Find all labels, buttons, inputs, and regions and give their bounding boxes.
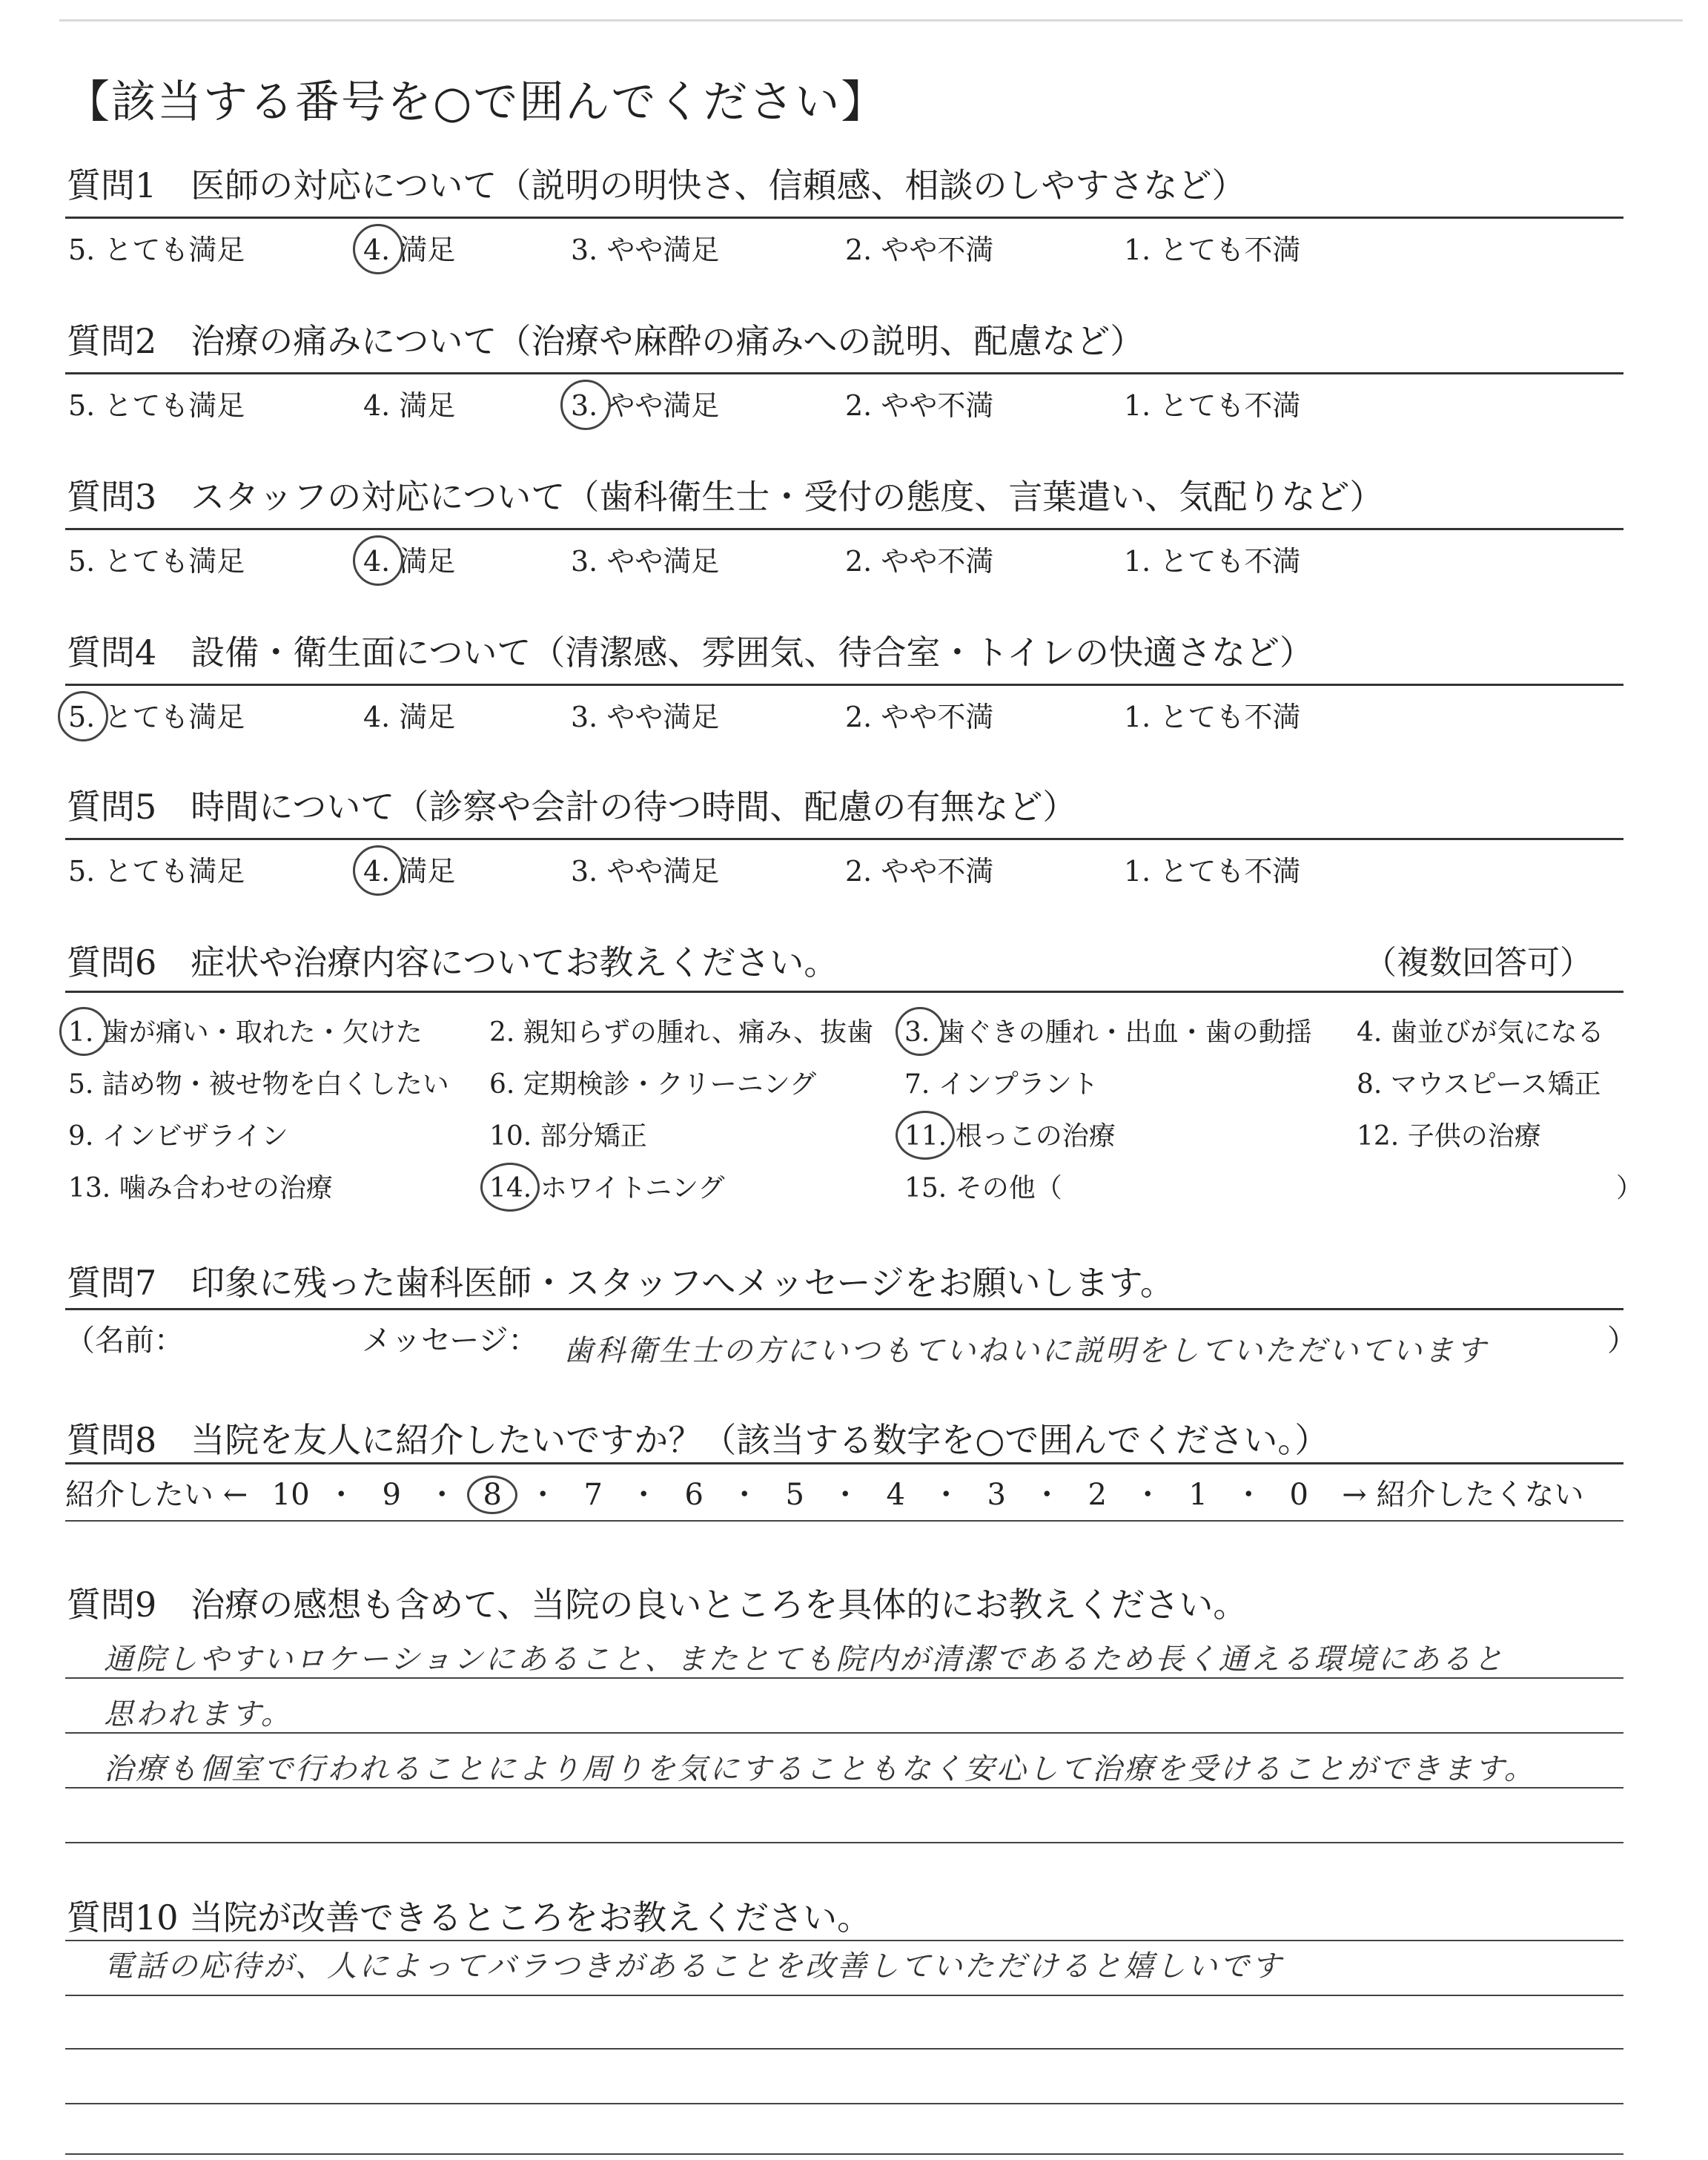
q9-title: 質問9 治療の感想も含めて、当院の良いところを具体的にお教えください。 <box>67 1585 1248 1625</box>
q10-answer-rule <box>65 2103 1623 2104</box>
page-heading: 【該当する番号を○で囲んでください】 <box>65 76 887 128</box>
q8-scale-separator: ・ <box>1133 1478 1163 1512</box>
q8-scale-separator: ・ <box>1032 1478 1062 1512</box>
q2-option-1: 1. とても不満 <box>1124 389 1301 422</box>
q8-scale-separator: ・ <box>326 1478 357 1512</box>
q2-option-4: 4. 満足 <box>363 389 456 422</box>
q6-option-5: 5. 詰め物・被せ物を白くしたい <box>68 1069 449 1100</box>
q5-option-4: 4. 満足 <box>363 855 456 888</box>
q8-scale-separator: ・ <box>830 1478 861 1512</box>
q4-rule <box>65 684 1623 686</box>
q8-right-label: → 紹介したくない <box>1342 1478 1584 1512</box>
q3-title: 質問3 スタッフの対応について（歯科衛生士・受付の態度、言葉遣い、気配りなど） <box>67 477 1384 517</box>
q6-option-4: 4. 歯並びが気になる <box>1357 1017 1604 1048</box>
q10-answer-rule <box>65 1995 1623 1996</box>
q9-answer-rule <box>65 1732 1623 1734</box>
q8-bottom-rule <box>65 1520 1623 1522</box>
q10-title: 質問10 当院が改善できるところをお教えください。 <box>67 1898 872 1938</box>
q6-multiple-note: （複数回答可） <box>1364 944 1592 982</box>
q9-answer-line-3: 治療も個室で行われることにより周りを気にすることもなく安心して治療を受けることができます。 <box>104 1752 1536 1786</box>
q1-option-1: 1. とても不満 <box>1124 234 1301 266</box>
q6-option-9: 9. インビザライン <box>68 1121 288 1152</box>
q1-option-2: 2. やや不満 <box>845 234 994 266</box>
q3-option-2: 2. やや不満 <box>845 545 994 578</box>
q8-scale-separator: ・ <box>1234 1478 1264 1512</box>
q5-rule <box>65 838 1623 840</box>
q3-rule <box>65 528 1623 530</box>
q6-option-10: 10. 部分矯正 <box>489 1121 647 1152</box>
q10-answer-line-1: 電話の応待が、人によってバラつきがあることを改善していただけると嬉しいです <box>104 1949 1283 1984</box>
q8-scale-7: 7 <box>583 1478 603 1512</box>
q3-option-5: 5. とても満足 <box>68 545 245 578</box>
q9-answer-line-2: 思われます。 <box>104 1697 293 1731</box>
q7-message-handwriting: 歯科衛生士の方にいつもていねいに説明をしていただいています <box>563 1334 1488 1368</box>
q6-rule <box>65 991 1623 993</box>
q6-option-12: 12. 子供の治療 <box>1357 1121 1541 1152</box>
q7-close-paren: ） <box>1607 1324 1637 1358</box>
q5-title: 質問5 時間について（診察や会計の待つ時間、配慮の有無など） <box>67 787 1077 827</box>
q8-scale-9: 9 <box>382 1478 401 1512</box>
q2-rule <box>65 372 1623 374</box>
q6-option-8: 8. マウスピース矯正 <box>1357 1069 1601 1100</box>
q8-scale-separator: ・ <box>629 1478 659 1512</box>
q6-option-7: 7. インプラント <box>904 1069 1099 1100</box>
q6-title: 質問6 症状や治療内容についてお教えください。 <box>67 942 838 982</box>
q7-name-label: （名前： <box>65 1324 184 1358</box>
q4-option-4: 4. 満足 <box>363 701 456 733</box>
q5-option-2: 2. やや不満 <box>845 855 994 888</box>
q7-message-label: メッセージ： <box>362 1324 538 1358</box>
q8-left-label: 紹介したい ← <box>65 1478 248 1512</box>
q10-answer-rule <box>65 2048 1623 2050</box>
q7-rule <box>65 1308 1623 1310</box>
q4-option-2: 2. やや不満 <box>845 701 994 733</box>
q5-option-5: 5. とても満足 <box>68 855 245 888</box>
q8-scale-3: 3 <box>987 1478 1006 1512</box>
q7-title: 質問7 印象に残った歯科医師・スタッフへメッセージをお願いします。 <box>67 1263 1174 1303</box>
q6-option-16: ） <box>1616 1173 1644 1203</box>
top-border <box>59 19 1683 22</box>
q8-scale-1: 1 <box>1188 1478 1208 1512</box>
q1-title: 質問1 医師の対応について（説明の明快さ、信頼感、相談のしやすさなど） <box>67 165 1246 205</box>
q8-scale <box>65 1471 1583 1514</box>
q5-option-3: 3. やや満足 <box>571 855 720 888</box>
q8-scale-5: 5 <box>785 1478 804 1512</box>
q8-title: 質問8 当院を友人に紹介したいですか？（該当する数字を○で囲んでください。） <box>67 1420 1329 1460</box>
q6-option-15: 15. その他（ <box>904 1173 1062 1203</box>
q8-scale-separator: ・ <box>729 1478 760 1512</box>
q4-option-3: 3. やや満足 <box>571 701 720 733</box>
q8-scale-4: 4 <box>886 1478 905 1512</box>
q2-option-3: 3. やや満足 <box>571 389 720 422</box>
q6-option-6: 6. 定期検診・クリーニング <box>489 1069 817 1100</box>
q1-rule <box>65 217 1623 219</box>
q1-option-4: 4. 満足 <box>363 234 456 266</box>
q4-title: 質問4 設備・衛生面について（清潔感、雰囲気、待合室・トイレの快適さなど） <box>67 633 1314 673</box>
q2-option-2: 2. やや不満 <box>845 389 994 422</box>
q6-option-13: 13. 噛み合わせの治療 <box>68 1173 333 1203</box>
q8-scale-separator: ・ <box>427 1478 457 1512</box>
q1-option-3: 3. やや満足 <box>571 234 720 266</box>
q6-option-1: 1. 歯が痛い・取れた・欠けた <box>68 1017 423 1048</box>
q8-scale-2: 2 <box>1088 1478 1107 1512</box>
q5-option-1: 1. とても不満 <box>1124 855 1301 888</box>
q6-option-3: 3. 歯ぐきの腫れ・出血・歯の動揺 <box>904 1017 1312 1048</box>
q3-option-3: 3. やや満足 <box>571 545 720 578</box>
q8-scale-separator: ・ <box>528 1478 558 1512</box>
q6-option-14: 14. ホワイトニング <box>489 1173 725 1203</box>
q3-option-1: 1. とても不満 <box>1124 545 1301 578</box>
q2-title: 質問2 治療の痛みについて（治療や麻酔の痛みへの説明、配慮など） <box>67 321 1145 361</box>
q4-option-5: 5. とても満足 <box>68 701 245 733</box>
q4-option-1: 1. とても不満 <box>1124 701 1301 733</box>
q8-scale-separator: ・ <box>931 1478 961 1512</box>
q2-option-5: 5. とても満足 <box>68 389 245 422</box>
q8-scale-10: 10 <box>271 1478 310 1512</box>
q10-answer-rule <box>65 1940 1623 1941</box>
q1-option-5: 5. とても満足 <box>68 234 245 266</box>
q8-scale-0: 0 <box>1289 1478 1308 1512</box>
q9-answer-rule <box>65 1842 1623 1843</box>
q8-rule <box>65 1462 1623 1464</box>
q8-scale-8: 8 <box>467 1476 517 1514</box>
q6-option-2: 2. 親知らずの腫れ、痛み、抜歯 <box>489 1017 874 1048</box>
q8-scale-6: 6 <box>684 1478 704 1512</box>
q6-option-11: 11. 根っこの治療 <box>904 1121 1116 1152</box>
q9-answer-line-1: 通院しやすいロケーションにあること、またとても院内が清潔であるため長く通える環境にあると <box>104 1642 1506 1677</box>
q3-option-4: 4. 満足 <box>363 545 456 578</box>
q10-answer-rule <box>65 2153 1623 2155</box>
